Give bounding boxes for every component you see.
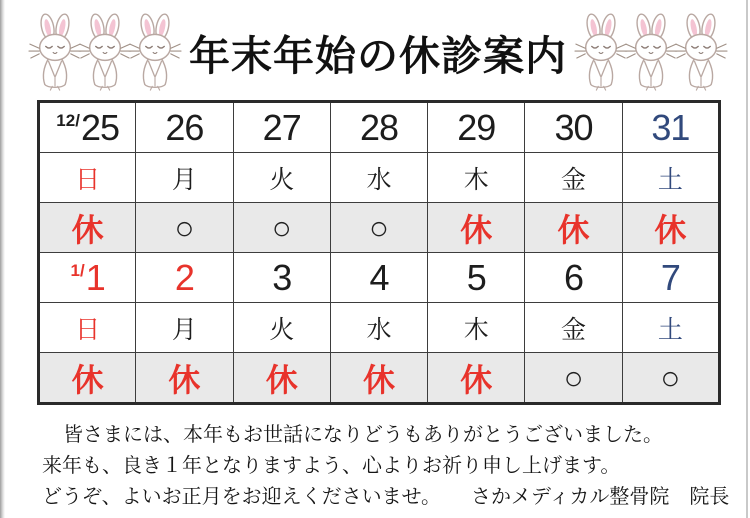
- month-prefix: 12/: [56, 110, 80, 130]
- date-cell: 2: [136, 253, 233, 303]
- weekday-cell: 火: [233, 153, 330, 203]
- status-cell-open: ○: [233, 203, 330, 253]
- rabbit-group-left: [30, 13, 180, 91]
- scan-edge-right: [746, 0, 748, 518]
- rabbit-icon: [673, 13, 729, 91]
- status-cell-closed: 休: [525, 203, 622, 253]
- message-line-1: 皆さまには、本年もお世話になりどうもありがとうございました。: [63, 424, 663, 446]
- header: [0, 0, 750, 98]
- weekday-cell: 火: [233, 303, 330, 353]
- date-cell: 6: [525, 253, 622, 303]
- rabbit-icon: [127, 13, 183, 91]
- january-status-row: [39, 353, 720, 404]
- date-cell: 5: [428, 253, 525, 303]
- status-cell-open: ○: [622, 353, 719, 404]
- weekday-cell: 水: [330, 303, 427, 353]
- december-days-row: [39, 153, 720, 203]
- date-cell: 30: [525, 102, 622, 153]
- date-cell: 4: [330, 253, 427, 303]
- weekday-cell: 金: [525, 153, 622, 203]
- clinic-signature: さかメディカル整骨院 院長: [471, 486, 730, 508]
- schedule-table: [37, 100, 721, 405]
- status-cell-open: ○: [525, 353, 622, 404]
- scan-edge-left: [0, 0, 5, 518]
- december-dates-row: [39, 102, 720, 153]
- january-dates-row: [39, 253, 720, 303]
- january-days-row: [39, 303, 720, 353]
- status-cell-closed: 休: [39, 353, 136, 404]
- status-cell-closed: 休: [39, 203, 136, 253]
- weekday-cell: 木: [428, 153, 525, 203]
- weekday-cell: 日: [39, 153, 136, 203]
- rabbit-icon: [623, 13, 679, 91]
- status-cell-closed: 休: [428, 203, 525, 253]
- status-cell-open: ○: [330, 203, 427, 253]
- weekday-cell: 土: [622, 153, 719, 203]
- date-cell: $^{1/}$1: [39, 253, 136, 303]
- weekday-cell: 土: [622, 303, 719, 353]
- date-cell: 3: [233, 253, 330, 303]
- message-line-3: どうぞ、よいお正月をお迎えくださいませ。 さかメディカル整骨院 院長: [42, 486, 730, 508]
- status-cell-closed: 休: [136, 353, 233, 404]
- date-cell: 29: [428, 102, 525, 153]
- date-cell: 28: [330, 102, 427, 153]
- rabbit-icon: [77, 13, 133, 91]
- weekday-cell: 金: [525, 303, 622, 353]
- status-cell-closed: 休: [428, 353, 525, 404]
- rabbit-icon: [573, 13, 629, 91]
- weekday-cell: 月: [136, 303, 233, 353]
- december-status-row: [39, 203, 720, 253]
- status-cell-closed: 休: [330, 353, 427, 404]
- rabbit-icon: [27, 13, 83, 91]
- weekday-cell: 木: [428, 303, 525, 353]
- date-cell: 7: [622, 253, 719, 303]
- weekday-cell: 月: [136, 153, 233, 203]
- date-cell: 26: [136, 102, 233, 153]
- date-cell: 31: [622, 102, 719, 153]
- page-title: 年末年始の休診案内: [189, 32, 567, 79]
- closing-message: [42, 420, 730, 513]
- weekday-cell: 日: [39, 303, 136, 353]
- status-cell-open: ○: [136, 203, 233, 253]
- status-cell-closed: 休: [622, 203, 719, 253]
- status-cell-closed: 休: [233, 353, 330, 404]
- weekday-cell: 水: [330, 153, 427, 203]
- message-line-2: 来年も、良き１年となりますよう、心よりお祈り申し上げます。: [42, 455, 621, 477]
- rabbit-group-right: [576, 13, 726, 91]
- date-cell: $^{12/}$25: [39, 102, 136, 153]
- month-prefix: 1/: [70, 260, 85, 280]
- date-cell: 27: [233, 102, 330, 153]
